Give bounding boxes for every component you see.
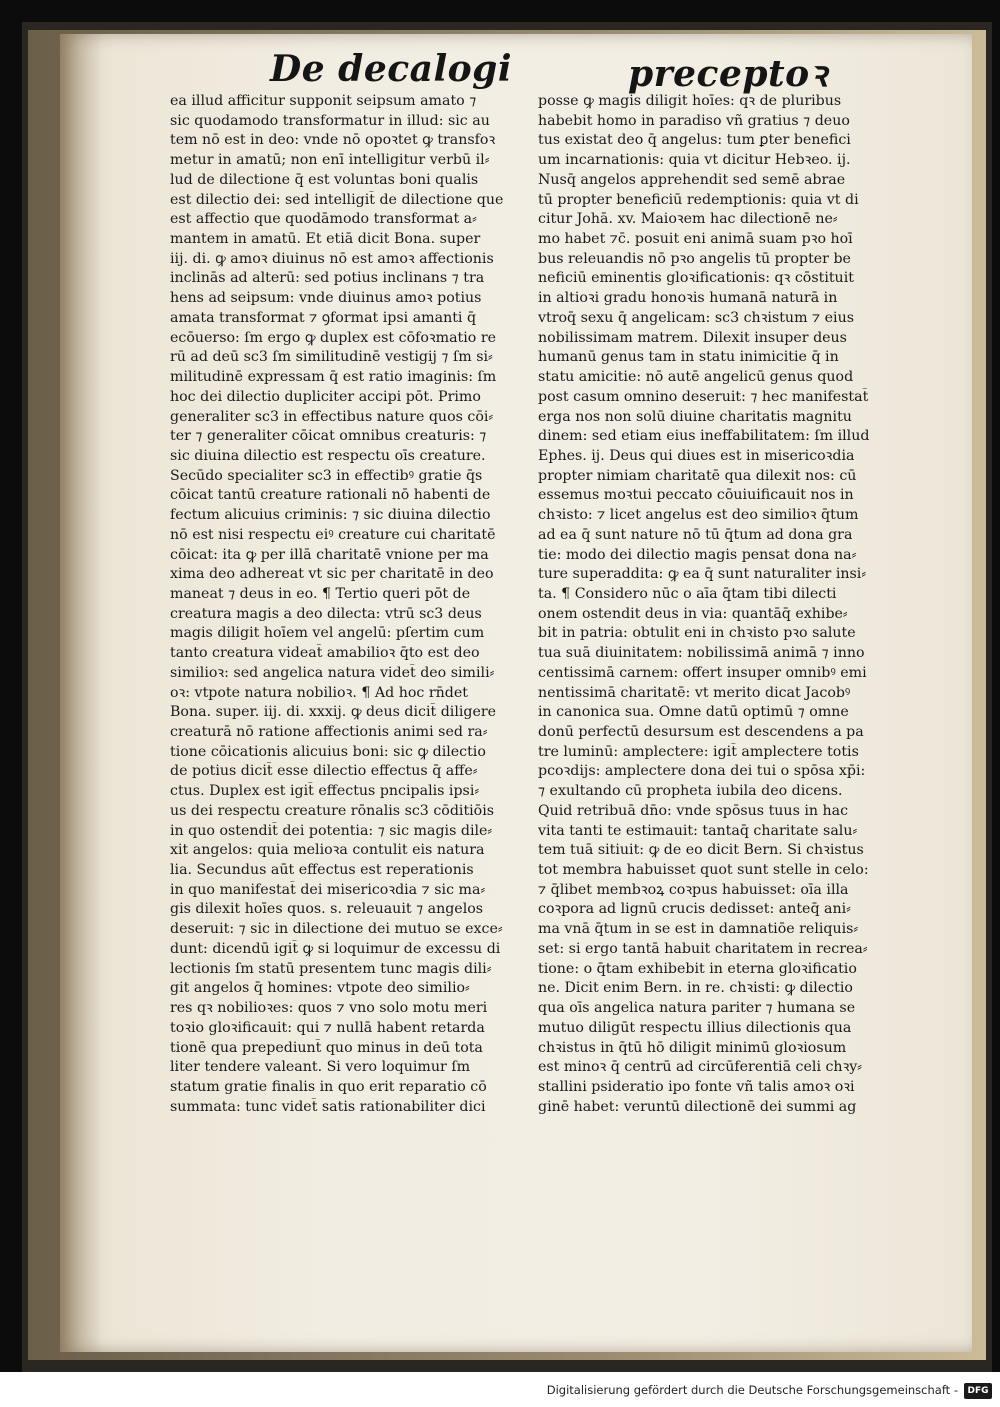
text-line: iij. di. ꝙ amoꝛ diuinus nō est amoꝛ affectionis (170, 250, 494, 267)
running-head-right: preceptoꝛ (628, 53, 828, 95)
text-line: Ephes. ij. Deus qui diues est in misericoꝛdia (538, 447, 855, 464)
text-line: dunt: dicendū igit̄ ꝙ si loquimur de excessu di (170, 940, 501, 957)
text-line: Secūdo specialiter sc3 in effectibꝰ gratie q̄s (170, 467, 483, 484)
text-line: liter tendere valeant. Si vero loquimur ſm (170, 1059, 471, 1076)
text-line: maneat ⁊ deus in eo. ¶ Tertio queri pōt de (170, 585, 471, 602)
page-gutter-shadow (60, 34, 102, 1352)
text-line: sic diuina dilectio est respectu oīs creature. (170, 447, 486, 464)
text-line: ma vnā q̄tum in se est in damnatiōe reliquis⸗ (538, 921, 859, 938)
text-line: tem nō est in deo: vnde nō opoꝛtet ꝙ transfoꝛ (170, 132, 496, 149)
text-line: us dei respectu creature rōnalis sc3 cōditiōis (170, 802, 495, 819)
text-line: tū propter beneficiū redemptionis: quia vt di (538, 191, 859, 208)
text-line: ne. Dicit enim Bern. in re. chꝛisti: ꝙ dilectio (538, 980, 853, 997)
text-line: stallini psideratio ipo fonte vñ talis amoꝛ oꝛi (538, 1078, 855, 1095)
text-line: pcoꝛdijs: amplectere dona dei tui o spōsa xp̄i: (538, 763, 866, 780)
text-line: lud de dilectione q̄ est voluntas boni qualis (170, 171, 479, 188)
running-head-left: De decalogi (270, 48, 513, 90)
text-line: qua oīs angelica natura pariter ⁊ humana se (538, 1000, 856, 1017)
text-line: res qꝛ nobilioꝛes: quos ⁊ vno solo motu meri (170, 1000, 488, 1017)
text-line: posse ꝙ magis diligit hoīes: qꝛ de pluribus (538, 93, 842, 109)
text-line: tus existat deo q̄ angelus: tum ꝑter benefici (538, 132, 851, 149)
text-line: fectum alicuius criminis: ⁊ sic diuina dilectio (170, 507, 491, 524)
text-line: chꝛisto: ⁊ licet angelus est deo similioꝛ q̄tum (538, 507, 859, 524)
text-line: donū perfectū desursum est descendens a pa (538, 724, 864, 740)
text-line: citur Johā. xv. Maioꝛem hac dilectionē ne⸗ (538, 211, 838, 228)
text-line: neficiū eminentis gloꝛificationis: qꝛ cōstituit (538, 270, 854, 287)
text-line: similioꝛ: sed angelica natura videt̄ deo simili⸗ (170, 664, 495, 681)
text-column-left (170, 92, 590, 1117)
text-line: Nusq̄ angelos apprehendit sed semē abrae (538, 171, 846, 188)
text-line: essemus moꝛtui peccato cōuiuificauit nos in (538, 487, 854, 504)
text-line: vtroq̄ sexu q̄ angelicam: sc3 chꝛistum ⁊ eius (538, 309, 855, 326)
text-line: propter nimiam charitatē qua dilexit nos: cū (538, 467, 857, 484)
text-line: metur in amatū; non enī intelligitur verbū il⸗ (170, 152, 490, 169)
text-line: cōicat tantū creature rationali nō habenti de (170, 487, 491, 504)
text-line: in quo ostendit̄ dei potentia: ⁊ sic magis dile⸗ (170, 822, 493, 839)
text-line: sic quodamodo transformatur in illud: sic au (170, 112, 490, 129)
text-line: vita tanti te estimauit: tantaq̄ charitate salu⸗ (538, 822, 858, 839)
text-line: creaturā nō ratione affectionis animi sed ra⸗ (170, 724, 488, 740)
text-line: xit angelos: quia melioꝛa contulit eis natura (170, 842, 485, 859)
text-line: onem ostendit deus in via: quantāq̄ exhibe⸗ (538, 605, 848, 622)
text-line: chꝛistus in q̄tū hō diligit minimū gloꝛiosum (538, 1039, 847, 1056)
text-line: nentissimā charitatē: vt merito dicat Jacobꝰ (538, 684, 851, 701)
text-line: ctus. Duplex est igit̄ effectus pncipalis ipsi⸗ (170, 783, 480, 800)
text-line: toꝛio gloꝛificauit: qui ⁊ nullā habent retarda (170, 1019, 485, 1036)
text-line: bit in patria: obtulit eni in chꝛisto pꝛo salute (538, 625, 856, 642)
text-line: amata transformat ⁊ ꝯformat ipsi amanti q̄ (170, 309, 477, 326)
text-column-right (538, 92, 930, 1117)
text-line: generaliter sc3 in effectibus nature quos cōi⸗ (170, 408, 494, 425)
text-line: tre luminū: amplectere: igit̄ amplectere totis (538, 743, 859, 760)
text-line: in canonica sua. Omne datū optimū ⁊ omne (538, 704, 849, 721)
text-line: humanū genus tam in statu inimicitie q̄ in (538, 349, 839, 366)
text-line: est minoꝛ q̄ centrū ad circūferentiā celi chꝛy⸗ (538, 1059, 863, 1076)
text-line: lectionis ſm statū presentem tunc magis dili⸗ (170, 960, 492, 977)
text-line: magis diligit hoīem vel angelū: pſertim cum (170, 625, 485, 642)
text-line: habebit homo in paradiso vñ gratius ⁊ deuo (538, 112, 850, 129)
text-line: in quo manifestat̄ dei misericoꝛdia ⁊ sic ma⸗ (170, 881, 486, 898)
text-line: in altioꝛi gradu honoꝛis humanā naturā in (538, 290, 838, 307)
text-line: nō est nisi respectu eiꝰ creature cui charitatē (170, 526, 496, 543)
text-line: deseruit: ⁊ sic in dilectione dei mutuo se exce⸗ (170, 921, 503, 938)
text-line: mo habet ⁊c̄. posuit eni animā suam pꝛo hoī (538, 231, 853, 248)
text-line: Quid retribuā dn̄o: vnde spōsus tuus in hac (538, 802, 849, 819)
text-line: tanto creatura videat̄ amabilioꝛ q̄to est deo (170, 645, 480, 662)
text-line: est affectio que quodāmodo transformat a⸗ (170, 211, 477, 228)
text-line: coꝛpora ad lignū crucis dedisset: anteq̄ ani⸗ (538, 901, 851, 918)
dfg-logo: DFG (964, 1383, 992, 1399)
funding-notice: Digitalisierung gefördert durch die Deutsche Forschungsgemeinschaft - (546, 1383, 958, 1397)
text-line: lia. Secundus aūt effectus est reperationis (170, 862, 474, 879)
text-line: post casum omnino deseruit: ⁊ hec manifestat̄ (538, 388, 869, 405)
text-line: mantem in amatū. Et etiā dicit Bona. super (170, 231, 481, 248)
text-line: ad ea q̄ sunt nature nō tū q̄tum ad dona gra (538, 526, 853, 543)
text-line: de potius dicit̄ esse dilectio effectus q̄ affe⸗ (170, 763, 478, 780)
text-line: statum gratie finalis in quo erit reparatio cō (170, 1078, 487, 1095)
text-line: militudinē expressam q̄ est ratio imaginis: ſm (170, 369, 497, 386)
text-line: est dilectio dei: sed intelligit̄ de dilectione que (170, 191, 504, 208)
text-line: creatura magis a deo dilecta: vtrū sc3 deus (170, 605, 482, 622)
text-line: git angelos q̄ homines: vtpote deo similio⸗ (170, 980, 470, 997)
text-line: tua suā diuinitatem: nobilissimā animā ⁊ inno (538, 645, 865, 662)
text-line: ecōuerso: ſm ergo ꝙ duplex est cōfoꝛmatio re (170, 329, 497, 346)
text-line: ⁊ q̄libet membꝛoꝝ coꝛpus habuisset: oīa illa (538, 881, 849, 898)
text-line: centissimā carnem: offert insuper omnibꝰ emi (538, 664, 867, 681)
text-line: summata: tunc videt̄ satis rationabiliter dici (170, 1098, 486, 1115)
text-line: tione: o q̄tam exhibebit in eterna gloꝛificatio (538, 960, 857, 977)
text-line: ta. ¶ Considero nūc o aīa q̄tam tibi dilecti (538, 585, 837, 602)
text-line: ter ⁊ generaliter cōicat omnibus creaturis: ⁊ (170, 428, 487, 445)
text-line: ⁊ exultando cū propheta iubila deo dicens. (538, 783, 843, 800)
text-line: ture superaddita: ꝙ ea q̄ sunt naturaliter insi⸗ (538, 566, 867, 583)
text-line: set: si ergo tantā habuit charitatem in recrea⸗ (538, 940, 868, 957)
text-line: xima deo adhereat vt sic per charitatē in deo (170, 566, 494, 583)
text-line: gis dilexit hoīes quos. s. releuauit ⁊ angelos (170, 901, 484, 918)
footer-bar (0, 1372, 1000, 1407)
text-line: ginē habet: veruntū dilectionē dei summi ag (538, 1098, 857, 1115)
text-line: tie: modo dei dilectio magis pensat dona na⸗ (538, 546, 857, 563)
text-line: tem tuā sitiuit: ꝙ de eo dicit Bern. Si chꝛistus (538, 842, 864, 859)
text-line: tot membra habuisset quot sunt stelle in celo: (538, 862, 869, 879)
text-line: statu amicitie: nō autē angelicū genus quod (538, 369, 854, 386)
text-line: bus releuandis nō pꝛo angelis tū propter be (538, 250, 851, 267)
text-line: nobilissimam matrem. Dilexit insuper deus (538, 329, 847, 346)
text-line: ea illud afficitur supponit seipsum amato ⁊ (170, 93, 477, 109)
text-line: mutuo diligūt respectu illius dilectionis qua (538, 1019, 852, 1036)
text-line: tionē qua prepediunt̄ quo minus in deū tota (170, 1039, 483, 1056)
text-line: Bona. super. iij. di. xxxij. ꝙ deus dicit̄ diligere (170, 704, 497, 721)
text-line: hens ad seipsum: vnde diuinus amoꝛ potius (170, 290, 482, 307)
text-line: inclinās ad alterū: sed potius inclinans ⁊ tra (170, 270, 485, 287)
text-line: hoc dei dilectio dupliciter accipi pōt. Primo (170, 388, 481, 405)
text-line: tione cōicationis alicuius boni: sic ꝙ dilectio (170, 743, 486, 760)
text-line: cōicat: ita ꝙ per illā charitatē vnione per ma (170, 546, 489, 563)
text-line: erga nos non solū diuine charitatis magnitu (538, 408, 852, 425)
text-line: rū ad deū sc3 ſm similitudinē vestigij ⁊ ſm si⸗ (170, 349, 493, 366)
text-line: um incarnationis: quia vt dicitur Hebꝛeo. ij. (538, 152, 851, 169)
text-line: oꝛ: vtpote natura nobilioꝛ. ¶ Ad hoc rn̄det (170, 684, 468, 701)
text-line: dinem: sed etiam eius ineffabilitatem: ſm illud (538, 428, 870, 445)
